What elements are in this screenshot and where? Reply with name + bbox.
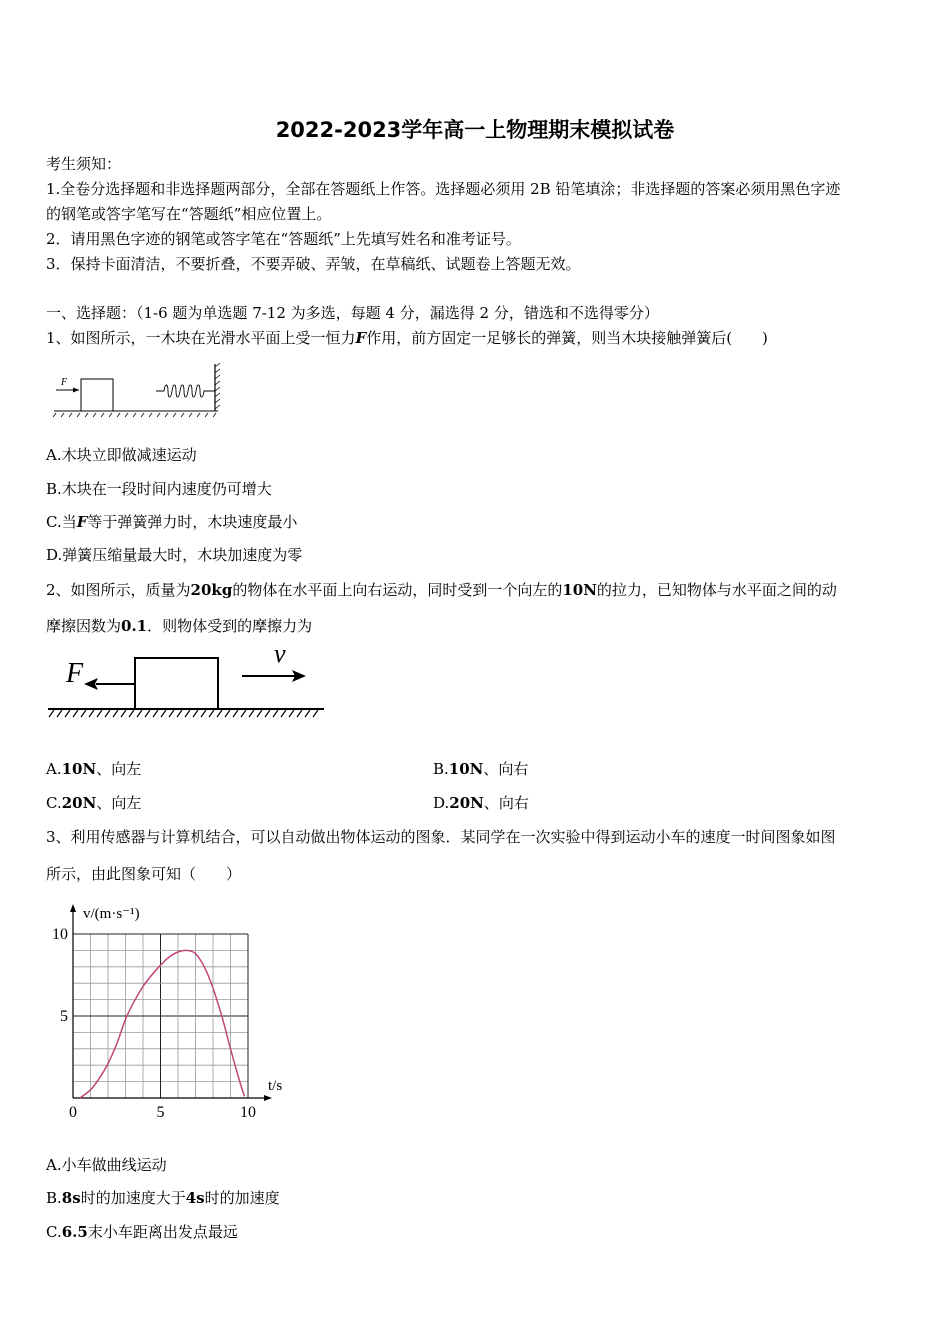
q1-option-d: D.弹簧压缩量最大时，木块加速度为零	[46, 546, 303, 564]
q2-stem-line2: 摩擦因数为0.1．则物体受到的摩擦力为	[46, 617, 313, 635]
x-tick-label: 10	[240, 1104, 256, 1121]
q2-fig-velocity-label: v	[274, 642, 286, 668]
q2-block-figure	[46, 642, 328, 722]
vt-chart	[40, 896, 300, 1128]
q1-option-c: C.当F等于弹簧弹力时，木块速度最小	[46, 513, 298, 531]
y-tick-label: 10	[52, 926, 68, 943]
q1-option-b: B.木块在一段时间内速度仍可增大	[46, 480, 272, 498]
notice-line-2: 2．请用黑色字迹的钢笔或答字笔在“答题纸”上先填写姓名和准考证号。	[46, 230, 521, 248]
notice-line-3: 3．保持卡面清洁，不要折叠，不要弄破、弄皱，在草稿纸、试题卷上答题无效。	[46, 255, 581, 273]
q2-option-c: C.20N、向左	[46, 794, 142, 812]
series-line-velocity	[80, 950, 245, 1098]
chart-tick-labels	[52, 926, 256, 1121]
x-tick-label: 0	[69, 1104, 77, 1121]
chart-series	[80, 950, 245, 1098]
x-axis-arrow	[264, 1095, 272, 1101]
y-tick-label: 5	[60, 1008, 68, 1025]
q1-option-a: A.木块立即做减速运动	[46, 446, 197, 464]
q3-option-c: C.6.5末小车距离出发点最远	[46, 1223, 238, 1241]
q1-force-var: F	[355, 329, 367, 347]
notice-line-1a: 1.全卷分选择题和非选择题两部分，全部在答题纸上作答。选择题必须用 2B 铅笔填涂；非选择题的答案必须用黑色字迹	[46, 180, 841, 198]
y-axis-label: v/(m·s⁻¹)	[83, 906, 140, 922]
q3-option-b: B.8s时的加速度大于4s时的加速度	[46, 1189, 280, 1207]
q1-stem: 1、如图所示，一木块在光滑水平面上受一恒力F作用，前方固定一足够长的弹簧，则当木块接触弹簧后( )	[46, 329, 768, 347]
q2-fig-force-label: F	[66, 658, 84, 689]
q3-stem-line1: 3、利用传感器与计算机结合，可以自动做出物体运动的图象．某同学在一次实验中得到运动小车的速度一时间图象如图	[46, 828, 836, 846]
x-tick-label: 5	[156, 1104, 165, 1121]
notice-heading: 考生须知：	[46, 155, 122, 173]
q1-spring-figure	[52, 362, 224, 420]
section-heading: 一、选择题：（1-6 题为单选题 7-12 为多选，每题 4 分，漏选得 2 分，错选和不选得零分）	[46, 304, 659, 322]
y-axis-arrow	[70, 904, 76, 912]
x-axis-label: t/s	[268, 1078, 283, 1094]
q2-ground-hatch	[49, 710, 318, 717]
q1-option-c-var: F	[76, 513, 88, 531]
q2-option-a: A.10N、向左	[46, 760, 142, 778]
page-title: 2022-2023学年高一上物理期末模拟试卷	[275, 118, 675, 142]
q2-option-d: D.20N、向右	[433, 794, 529, 812]
q2-stem-line1: 2、如图所示，质量为20kg的物体在水平面上向右运动，同时受到一个向左的10N的拉力，已知物体与水平面之间的动	[46, 581, 837, 599]
q1-fig-force-label: F	[61, 377, 68, 388]
q1-spring-coil	[156, 385, 215, 397]
q3-option-a: A.小车做曲线运动	[46, 1156, 167, 1174]
notice-line-1b: 的钢笔或答字笔写在“答题纸”相应位置上。	[46, 205, 332, 223]
q2-option-b: B.10N、向右	[433, 760, 529, 778]
q3-stem-line2: 所示，由此图象可知（ ）	[46, 865, 242, 883]
